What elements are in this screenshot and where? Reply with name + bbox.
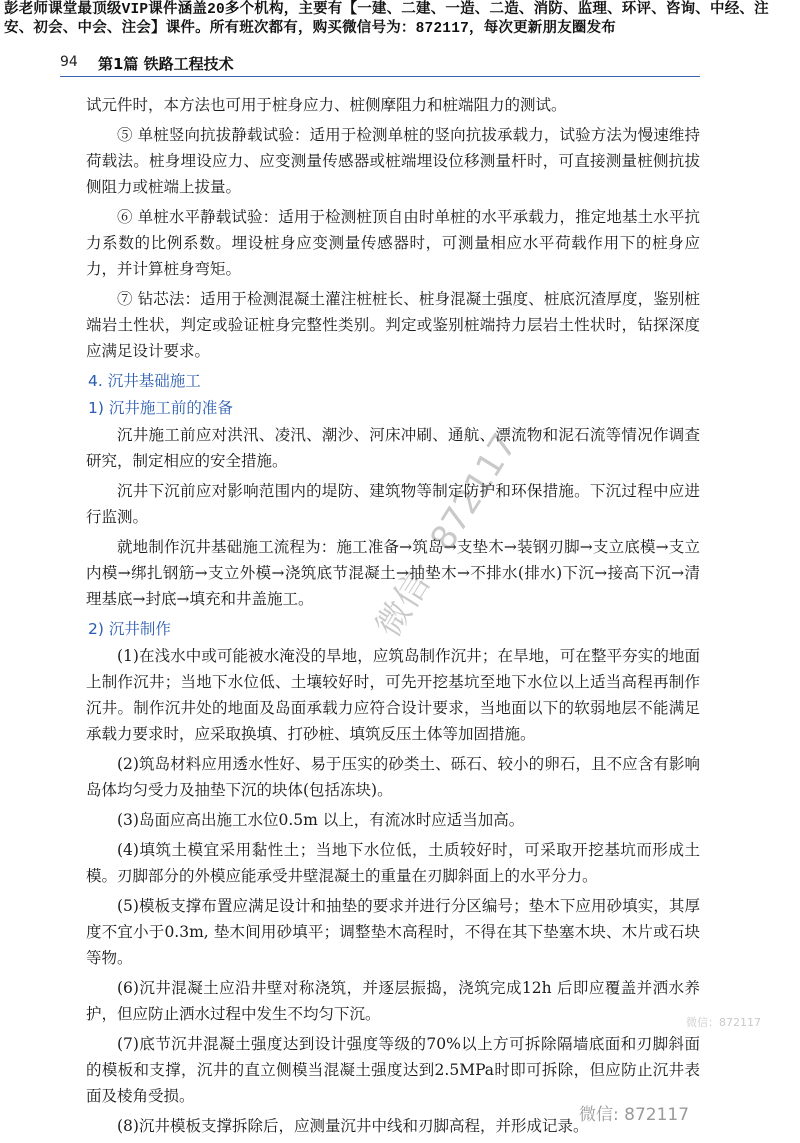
page-body [86, 92, 700, 1143]
paragraph-item-7: ⑦ 钻芯法：适用于检测混凝土灌注桩桩长、桩身混凝土强度、桩底沉渣厚度，鉴别桩端岩土性状，判定或验证桩身完整性类别。判定或鉴别桩端持力层岩土性状时，钻探深度应满足设计要求。 [86, 290, 700, 360]
paragraph-make-6: (6)沉井混凝土应沿井壁对称浇筑，并逐层振捣，浇筑完成12h 后即应覆盖并洒水养护，但应防止洒水过程中发生不均匀下沉。 [86, 979, 700, 1023]
section-heading-4: 4. 沉井基础施工 [88, 372, 201, 390]
paragraph-prep-1: 沉井施工前应对洪汛、凌汛、潮沙、河床冲刷、通航、漂流物和泥石流等情况作调查研究，制定相应的安全措施。 [86, 426, 700, 470]
subsection-heading-2: 2) 沉井制作 [88, 620, 171, 638]
subsection-heading-1: 1) 沉井施工前的准备 [88, 399, 233, 417]
paragraph-prep-3: 就地制作沉井基础施工流程为：施工准备→筑岛→支垫木→装钢刃脚→支立底模→支立内模→绑扎钢筋→支立外模→浇筑底节混凝土→抽垫木→不排水(排水)下沉→接高下沉→清理基底→封底→填充和井盖施工。 [86, 538, 700, 608]
paragraph-make-1: (1)在浅水中或可能被水淹没的旱地，应筑岛制作沉井；在旱地，可在整平夯实的地面上制作沉井；当地下水位低、土壤较好时，可先开挖基坑至地下水位以上适当高程再制作沉井。制作沉井处的地面及岛面承载力应符合设计要求，当地面以下的软弱地层不能满足承载力要求时，应采取换填、打砂桩、填筑反压土体等加固措施。 [86, 647, 700, 743]
page-number: 94 [60, 54, 78, 70]
paragraph-make-2: (2)筑岛材料应用透水性好、易于压实的砂类土、砾石、较小的卵石，且不应含有影响岛体均匀受力及抽垫下沉的块体(包括冻块)。 [86, 755, 700, 799]
promo-banner: 彭老师课堂最顶级VIP课件涵盖20多个机构，主要有【一建、二建、一造、二造、消防、监理、环评、咨询、中经、注安、初会、中会、注会】课件。所有班次都有，购买微信号为：872117，每次更新朋友圈发布 [4, 2, 769, 37]
paragraph-make-4: (4)填筑土模宜采用黏性土；当地下水位低，土质较好时，可采取开挖基坑而形成土模。刃脚部分的外模应能承受井壁混凝土的重量在刃脚斜面上的水平分力。 [86, 841, 700, 885]
paragraph-make-3: (3)岛面应高出施工水位0.5m 以上，有流冰时应适当加高。 [117, 811, 525, 829]
chapter-title: 第1篇 铁路工程技术 [98, 55, 234, 73]
paragraph-prep-2: 沉井下沉前应对影响范围内的堤防、建筑物等制定防护和环保措施。下沉过程中应进行监测。 [86, 482, 700, 526]
paragraph-item-6: ⑥ 单桩水平静载试验：适用于检测桩顶自由时单桩的水平承载力，推定地基土水平抗力系数的比例系数。埋设桩身应变测量传感器时，可测量相应水平荷载作用下的桩身应力，并计算桩身弯矩。 [86, 208, 700, 278]
paragraph-make-5: (5)模板支撑布置应满足设计和抽垫的要求并进行分区编号；垫木下应用砂填实，其厚度不宜小于0.3m, 垫木间用砂填平；调整垫木高程时，不得在其下垫塞木块、木片或石块等物。 [86, 897, 700, 967]
paragraph-item-5: ⑤ 单桩竖向抗拔静载试验：适用于检测单桩的竖向抗拔承载力，试验方法为慢速维持荷载法。桩身埋设应力、应变测量传感器或桩端埋设位移测量杆时，可直接测量桩侧抗拔侧阻力或桩端上拔量。 [86, 126, 700, 196]
paragraph-make-7: (7)底节沉井混凝土强度达到设计强度等级的70%以上方可拆除隔墙底面和刃脚斜面的模板和支撑，沉井的直立侧模当混凝土强度达到2.5MPa时即可拆除，但应防止沉井表面及棱角受损。 [86, 1035, 700, 1105]
watermark-small: 微信：872117 [686, 1016, 761, 1029]
running-header [60, 52, 700, 77]
watermark-bottom: 微信: 872117 [579, 1105, 690, 1125]
watermark-diagonal: 微信：872117 [368, 426, 526, 645]
paragraph-make-8: (8)沉井模板支撑拆除后，应测量沉井中线和刃脚高程，并形成记录。 [117, 1117, 589, 1135]
paragraph-intro: 试元件时，本方法也可用于桩身应力、桩侧摩阻力和桩端阻力的测试。 [86, 96, 567, 114]
